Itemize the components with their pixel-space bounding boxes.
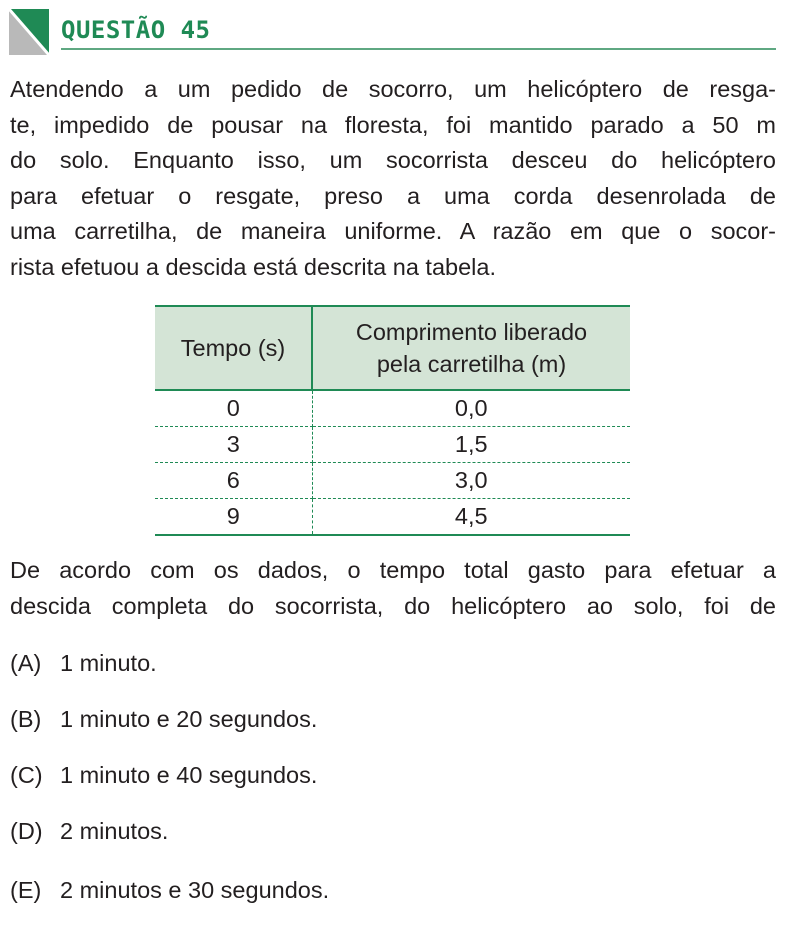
option-e[interactable] (10, 872, 329, 908)
option-text: 2 minutos. (60, 818, 169, 844)
option-letter: (B) (10, 706, 42, 732)
table-header-row (155, 306, 630, 390)
cell-length: 1,5 (312, 427, 630, 463)
header-length-line-1: Comprimento liberado (355, 319, 588, 345)
stem-line: rista efetuou a descida está descrita na tabela. (10, 253, 496, 280)
cell-time: 3 (155, 427, 312, 463)
table-row (155, 463, 630, 499)
cell-time: 9 (155, 499, 312, 536)
cell-length: 3,0 (312, 463, 630, 499)
option-letter: (D) (10, 818, 43, 844)
question-header (9, 9, 776, 55)
prompt-line: De acordo com os dados, o tempo total gasto para efetuar a (10, 557, 776, 583)
question-stem (10, 72, 776, 286)
corner-triangle-icon (9, 9, 49, 55)
cell-length: 0,0 (312, 390, 630, 427)
stem-line: uma carretilha, de maneira uniforme. A razão em que o socor- (10, 218, 776, 245)
table-row (155, 427, 630, 463)
data-table (155, 305, 630, 536)
stem-line: do solo. Enquanto isso, um socorrista desceu do helicóptero (10, 147, 776, 174)
option-d[interactable] (10, 813, 168, 849)
stem-line: Atendendo a um pedido de socorro, um helicóptero de resga- (10, 76, 776, 102)
stem-line: para efetuar o resgate, preso a uma corda desenrolada de (10, 182, 776, 209)
question-prompt (10, 553, 776, 624)
header-length-line-2: pela carretilha (m) (376, 351, 567, 377)
cell-length: 4,5 (312, 499, 630, 536)
option-b[interactable] (10, 701, 317, 737)
header-time: Tempo (s) (155, 306, 312, 390)
header-length (312, 306, 630, 390)
option-c[interactable] (10, 757, 317, 793)
prompt-line: descida completa do socorrista, do helicóptero ao solo, foi de (10, 592, 776, 619)
option-letter: (A) (10, 650, 42, 676)
option-letter: (C) (10, 762, 43, 788)
option-letter: (E) (10, 877, 42, 903)
cell-time: 6 (155, 463, 312, 499)
cell-time: 0 (155, 390, 312, 427)
option-text: 2 minutos e 30 segundos. (60, 877, 330, 903)
question-title: QUESTÃO 45 (61, 16, 211, 44)
option-text: 1 minuto. (60, 650, 157, 676)
option-text: 1 minuto e 20 segundos. (60, 706, 318, 732)
stem-line: te, impedido de pousar na floresta, foi mantido parado a 50 m (10, 111, 776, 138)
table-row (155, 390, 630, 427)
table-row (155, 499, 630, 536)
option-text: 1 minuto e 40 segundos. (60, 762, 318, 788)
header-rule (61, 48, 776, 50)
option-a[interactable] (10, 645, 157, 681)
